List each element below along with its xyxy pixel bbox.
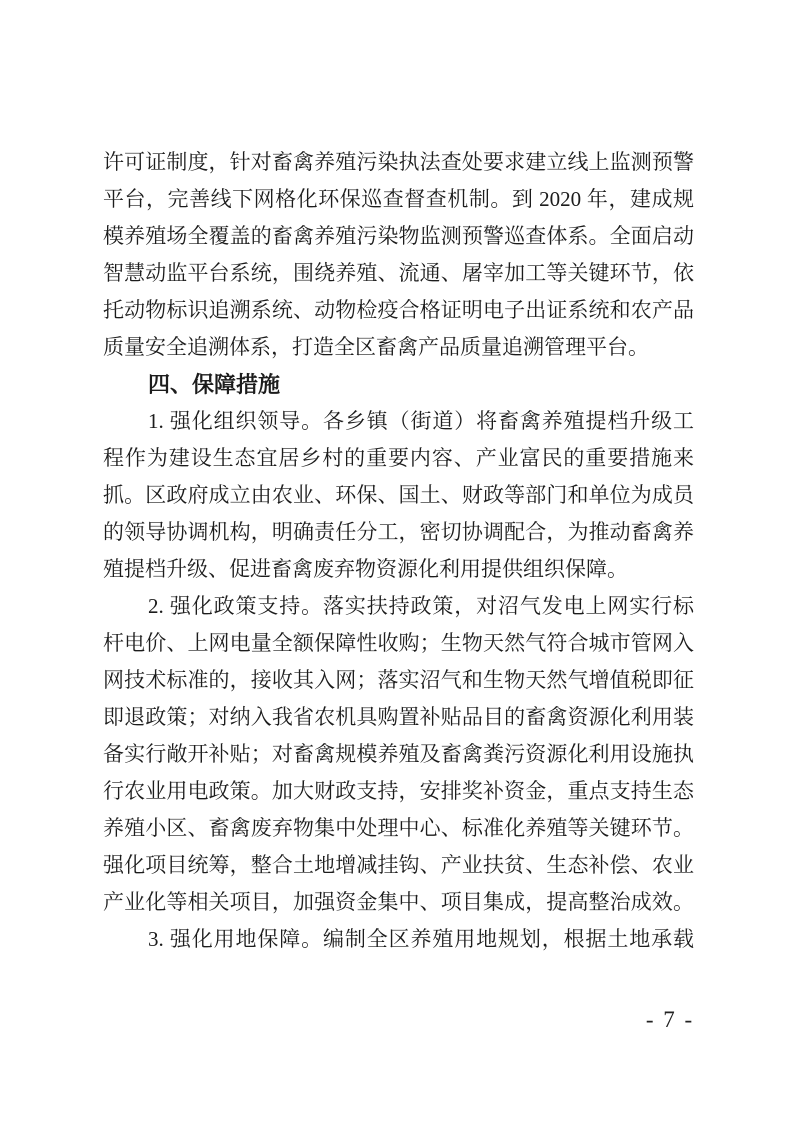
text-line: 3. 强化用地保障。编制全区养殖用地规划，根据土地承载 — [148, 927, 694, 951]
text-line: 托动物标识追溯系统、动物检疫合格证明电子出证系统和农产品 — [103, 298, 694, 322]
heading-text: 四、保障措施 — [148, 372, 281, 397]
paragraph — [103, 921, 694, 958]
text-line: 强化项目统筹，整合土地增减挂钩、产业扶贫、生态补偿、农业 — [103, 853, 694, 877]
text-line: 产业化等相关项目，加强资金集中、项目集成，提高整治成效。 — [103, 890, 694, 914]
text-line: 程作为建设生态宜居乡村的重要内容、产业富民的重要措施来 — [103, 446, 694, 470]
text-line: 备实行敞开补贴；对畜禽规模养殖及畜禽粪污资源化利用设施执 — [103, 742, 694, 766]
page-number: - 7 - — [645, 1007, 695, 1032]
text-line: 即退政策；对纳入我省农机具购置补贴品目的畜禽资源化利用装 — [103, 705, 694, 729]
text-line: 许可证制度，针对畜禽养殖污染执法查处要求建立线上监测预警 — [103, 150, 694, 174]
text-line: 模养殖场全覆盖的畜禽养殖污染物监测预警巡查体系。全面启动 — [103, 224, 694, 248]
document-body — [103, 144, 694, 958]
text-line: 智慧动监平台系统，围绕养殖、流通、屠宰加工等关键环节，依 — [103, 261, 694, 285]
paragraph — [103, 144, 694, 366]
text-line: 质量安全追溯体系，打造全区畜禽产品质量追溯管理平台。 — [103, 335, 649, 359]
text-line: 的领导协调机构，明确责任分工，密切协调配合，为推动畜禽养 — [103, 520, 694, 544]
section-heading — [103, 366, 694, 403]
text-line: 养殖小区、畜禽废弃物集中处理中心、标准化养殖等关键环节。 — [103, 816, 694, 840]
text-line: 平台，完善线下网格化环保巡查督查机制。到 2020 年，建成规 — [103, 187, 694, 211]
text-line: 殖提档升级、促进畜禽废弃物资源化利用提供组织保障。 — [103, 557, 628, 581]
text-line: 2. 强化政策支持。落实扶持政策，对沼气发电上网实行标 — [148, 594, 694, 618]
text-line: 网技术标准的，接收其入网；落实沼气和生物天然气增值税即征 — [103, 668, 694, 692]
paragraph — [103, 403, 694, 588]
text-line: 抓。区政府成立由农业、环保、国土、财政等部门和单位为成员 — [103, 483, 694, 507]
text-line: 杆电价、上网电量全额保障性收购；生物天然气符合城市管网入 — [103, 631, 694, 655]
text-line: 1. 强化组织领导。各乡镇（街道）将畜禽养殖提档升级工 — [148, 409, 694, 433]
paragraph — [103, 588, 694, 921]
text-line: 行农业用电政策。加大财政支持，安排奖补资金，重点支持生态 — [103, 779, 694, 803]
